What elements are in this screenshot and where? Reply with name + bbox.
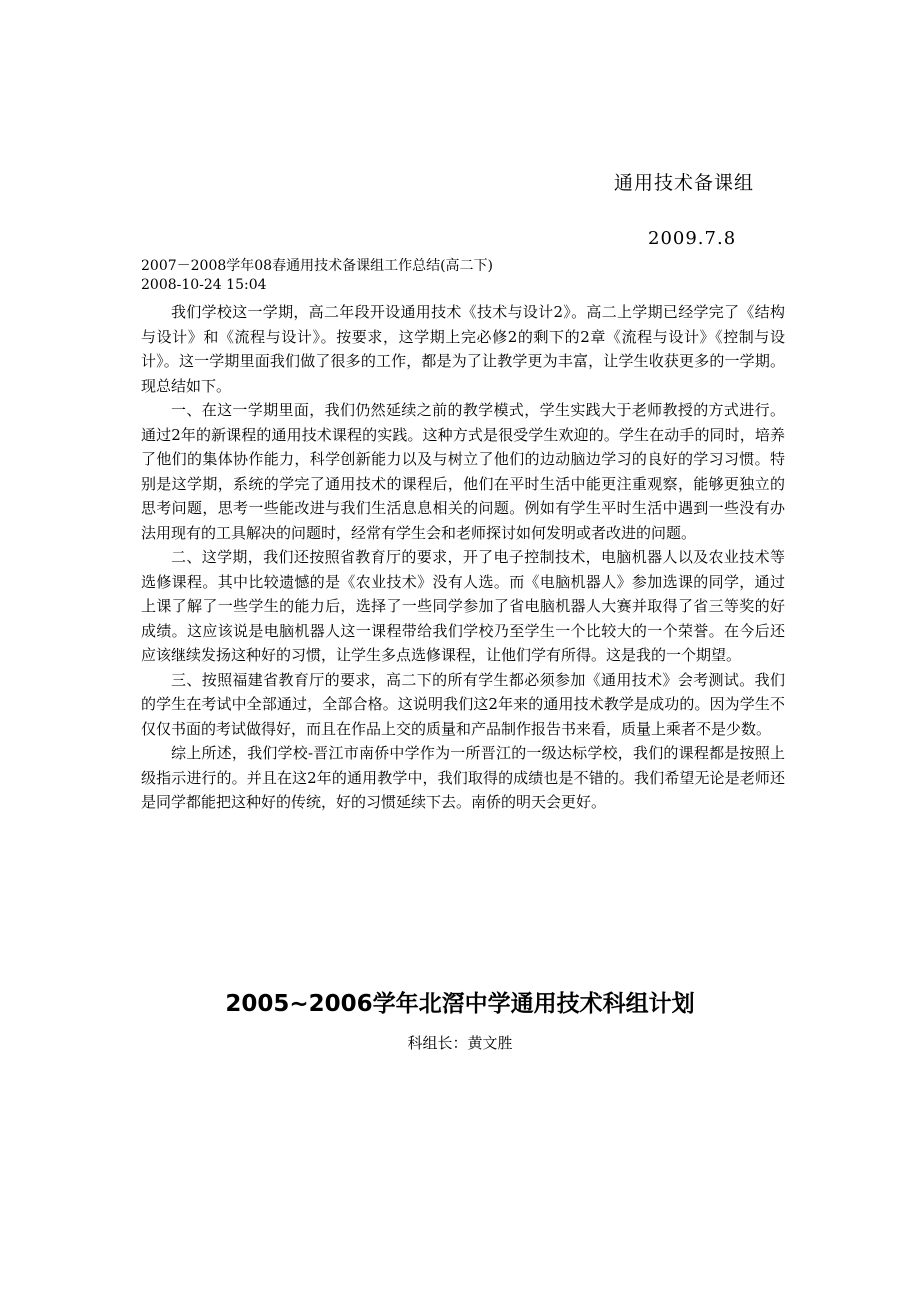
paragraph-point-1: 一、在这一学期里面，我们仍然延续之前的教学模式，学生实践大于老师教授的方式进行。通过2年的新课程的通用技术课程的实践。这种方式是很受学生欢迎的。学生在动手的同时，培养了他们的集体协作能力，科学创新能力以及与树立了他们的边动脑边学习的良好的学习习惯。特别是这学期，系统的学完了通用技术的课程后，他们在平时生活中能更注重观察，能够更独立的思考问题，思考一些能改进与我们生活息息相关的问题。例如有学生平时生活中遇到一些没有办法用现有的工具解决的问题时，经常有学生会和老师探讨如何发明或者改进的问题。 (141, 401, 785, 542)
paragraph-point-2: 二、这学期，我们还按照省教育厅的要求，开了电子控制技术，电脑机器人以及农业技术等选修课程。其中比较遗憾的是《农业技术》没有人选。而《电脑机器人》参加选课的同学，通过上课了解了一些学生的能力后，选择了一些同学参加了省电脑机器人大赛并取得了省三等奖的好成绩。这应该说是电脑机器人这一课程带给我们学校乃至学生一个比较大的一个荣誉。在今后还应该继续发扬这种好的习惯，让学生多点选修课程，让他们学有所得。这是我的一个期望。 (141, 548, 785, 664)
article-timestamp: 2008-10-24 15:04 (141, 277, 267, 293)
paragraph-intro: 我们学校这一学期，高二年段开设通用技术《技术与设计2》。高二上学期已经学完了《结构与设计》和《流程与设计》。按要求，这学期上完必修2的剩下的2章《流程与设计》《控制与设计》。这一学期里面我们做了很多的工作，都是为了让教学更为丰富，让学生收获更多的一学期。现总结如下。 (141, 303, 785, 395)
plan-title: 2005~2006学年北滘中学通用技术科组计划 (225, 991, 695, 1017)
signature-date: 2009.7.8 (648, 228, 737, 249)
paragraph-summary: 综上所述，我们学校-晋江市南侨中学作为一所晋江的一级达标学校，我们的课程都是按照上级指示进行的。并且在这2年的通用教学中，我们取得的成绩也是不错的。我们希望无论是老师还是同学都能把这种好的传统，好的习惯延续下去。南侨的明天会更好。 (141, 744, 785, 811)
signature-group: 通用技术备课组 (614, 172, 755, 194)
plan-leader: 科组长：黄文胜 (407, 1034, 513, 1052)
article-title: 2007－2008学年08春通用技术备课组工作总结(高二下) (141, 258, 493, 274)
paragraph-point-3: 三、按照福建省教育厅的要求，高二下的所有学生都必须参加《通用技术》会考测试。我们的学生在考试中全部通过，全部合格。这说明我们这2年来的通用技术教学是成功的。因为学生不仅仅书面的考试做得好，而且在作品上交的质量和产品制作报告书来看，质量上乘者不是少数。 (141, 670, 785, 738)
article-body (141, 300, 785, 815)
